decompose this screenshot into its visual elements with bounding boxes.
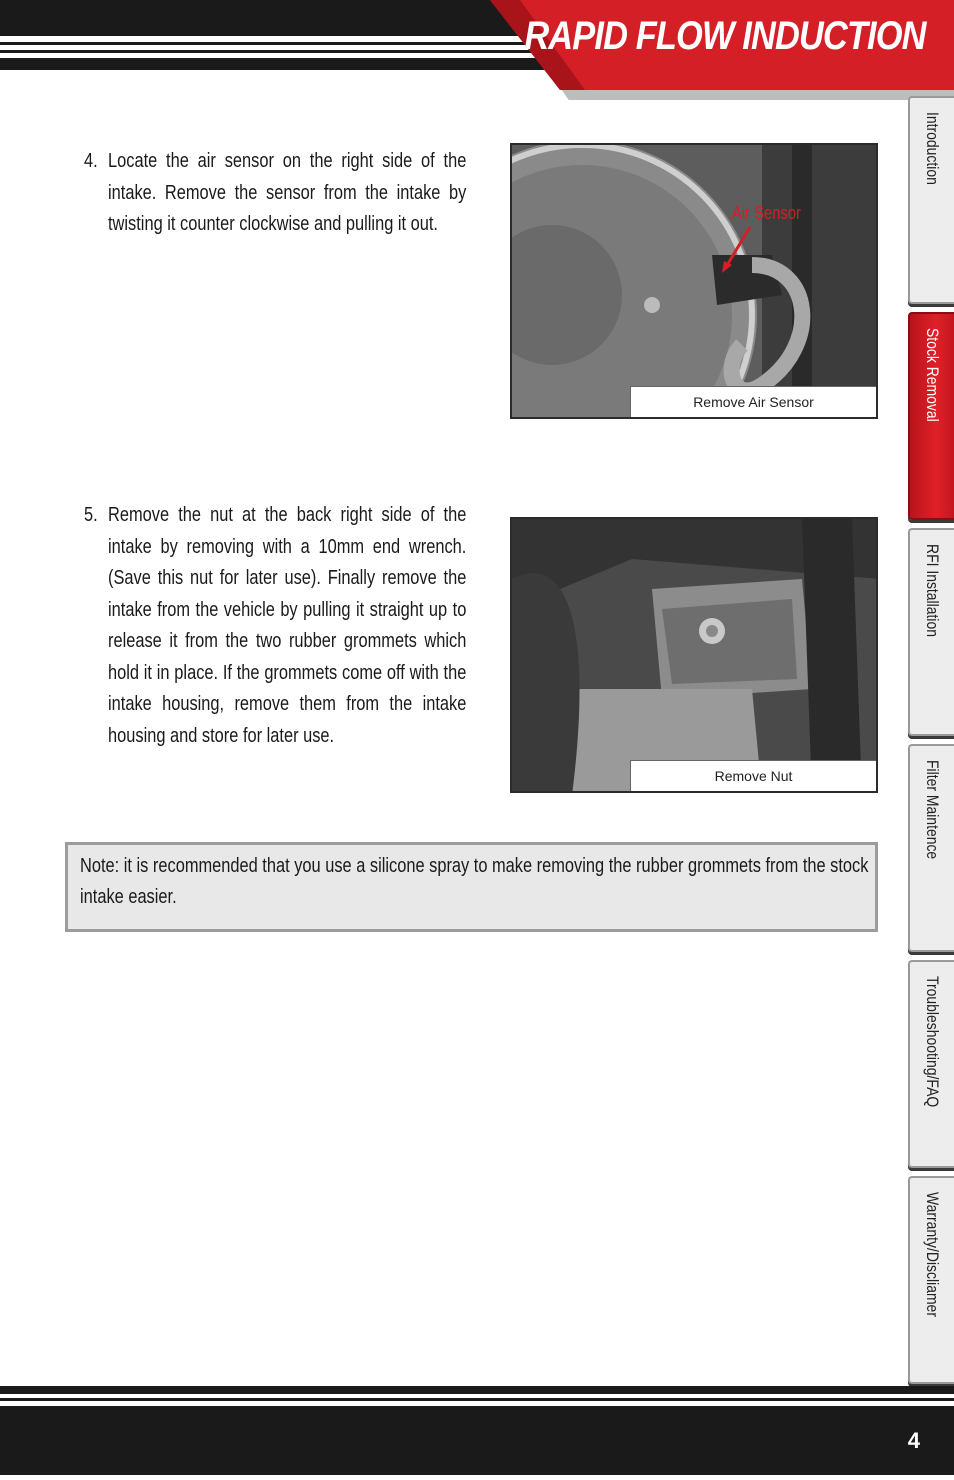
photo-remove-nut	[510, 517, 878, 793]
step-4	[84, 146, 468, 286]
tab-label: Warranty/Discliamer	[923, 1192, 942, 1317]
photo-caption: Remove Nut	[630, 760, 876, 791]
note-text: Note: it is recommended that you use a silicone spray to make removing the rubber grommets from the stock intake easier.	[80, 855, 869, 908]
photo-caption: Remove Air Sensor	[630, 386, 876, 417]
tab-label: Stock Removal	[923, 328, 942, 422]
tab-warranty[interactable]	[908, 1176, 954, 1384]
tab-stock-removal[interactable]	[908, 312, 954, 520]
brand-area	[0, 0, 954, 100]
tab-label: RFI Installation	[923, 544, 942, 637]
step-number: 5.	[84, 504, 98, 526]
air-sensor-callout: Air Sensor	[732, 203, 801, 223]
tab-label: Introduction	[923, 112, 942, 185]
note-box	[65, 842, 878, 932]
nut-photo-graphic	[512, 519, 878, 793]
footer-bar	[0, 1386, 954, 1475]
tab-label: Troubleshooting/FAQ	[923, 976, 942, 1108]
tab-filter-maintence[interactable]	[908, 744, 954, 952]
tab-troubleshooting[interactable]	[908, 960, 954, 1168]
step-text: Remove the nut at the back right side of the intake by removing with a 10mm end wrench. (Save this nut for later use). Finally remove the intake from the vehicle by pulling it straight up to release it from the two rubber grommets which hold it in place. If the grommets come off with the intake housing, remove them from the intake housing and store for later use.	[108, 504, 467, 747]
footer-graphic	[0, 1386, 954, 1475]
brand-title: RAPID FLOW INDUCTION	[524, 14, 926, 58]
tab-rfi-installation[interactable]	[908, 528, 954, 736]
tab-introduction[interactable]	[908, 96, 954, 304]
step-number: 4.	[84, 150, 98, 172]
photo-remove-air-sensor	[510, 143, 878, 419]
air-sensor-photo-graphic	[512, 145, 878, 419]
step-text: Locate the air sensor on the right side of the intake. Remove the sensor from the intake by twisting it counter clockwise and pulling it out.	[108, 150, 467, 235]
step-5	[84, 500, 468, 790]
page-number: 4	[907, 1428, 920, 1453]
tab-label: Filter Maintence	[923, 760, 942, 860]
